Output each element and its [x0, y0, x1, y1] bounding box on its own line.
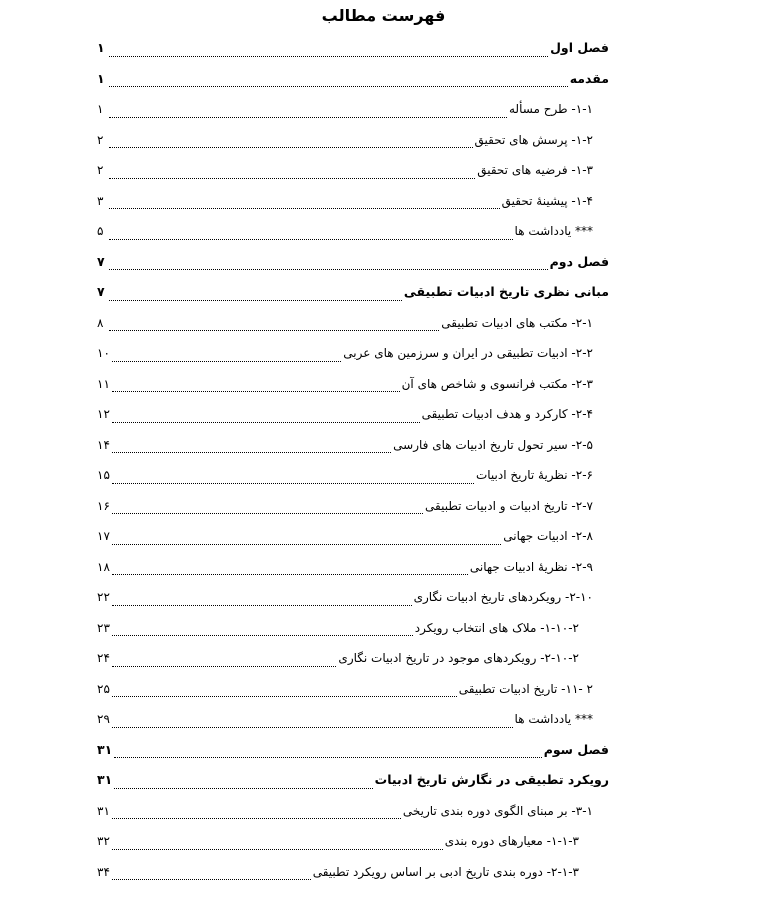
toc-entry[interactable]: [97, 735, 609, 766]
toc-entry[interactable]: [97, 430, 609, 461]
toc-entry[interactable]: [97, 64, 609, 95]
toc-page-number: ۳۱: [97, 772, 113, 787]
toc-entry[interactable]: [97, 582, 609, 613]
toc-entry[interactable]: [97, 674, 609, 705]
toc-entry-label: ۲-۱۰-۲- رویکردهای موجود در تاریخ ادبیات نگاری: [338, 651, 579, 665]
dot-leader: [112, 410, 420, 423]
toc-page-number: ۱: [97, 40, 105, 55]
toc-entry-label: ۲-۸- ادبیات جهانی: [503, 529, 593, 543]
dot-leader: [109, 44, 548, 57]
toc-entry[interactable]: [97, 613, 609, 644]
toc-entry-label: مقدمه: [569, 70, 609, 86]
toc-entry[interactable]: [97, 338, 609, 369]
dot-leader: [109, 257, 548, 270]
toc-entry-label: *** یادداشت ها: [514, 224, 593, 238]
toc-entry-label: ۲-۹- نظریهٔ ادبیات جهانی: [469, 559, 593, 574]
toc-entry-label: ۲-۷- تاریخ ادبیات و ادبیات تطبیقی: [425, 498, 593, 513]
toc-entry[interactable]: [97, 460, 609, 491]
dot-leader: [112, 654, 337, 667]
toc-entry[interactable]: [97, 94, 609, 125]
dot-leader: [112, 684, 457, 697]
toc-entry[interactable]: [97, 247, 609, 278]
dot-leader: [112, 623, 413, 636]
toc-entry[interactable]: [97, 399, 609, 430]
toc-entry[interactable]: [97, 826, 609, 857]
dot-leader: [112, 501, 423, 514]
toc-entry-label: ۲-۱- مکتب های ادبیات تطبیقی: [441, 315, 593, 330]
toc-entry-label: ۲ -۱۱- تاریخ ادبیات تطبیقی: [458, 681, 593, 696]
toc-page-number: ۱۴: [97, 437, 110, 452]
toc-entry[interactable]: [97, 277, 609, 308]
dot-leader: [112, 440, 391, 453]
toc-page-number: ۳۴: [97, 864, 110, 879]
toc-entry-label: ۲-۴- کارکرد و هدف ادبیات تطبیقی: [421, 407, 593, 421]
toc-entry-label: ۲-۲- ادبیات تطبیقی در ایران و سرزمین های عربی: [343, 346, 593, 360]
toc-entry[interactable]: [97, 33, 609, 64]
toc-entry-label: ۱-۱-۳- معیارهای دوره بندی: [444, 834, 579, 848]
toc-entry-label: ۲-۱-۳- دوره بندی تاریخ ادبی بر اساس رویکرد تطبیقی: [312, 864, 579, 879]
toc-entry[interactable]: [97, 186, 609, 217]
toc-entry-label: ۱-۲- پرسش های تحقیق: [474, 132, 593, 147]
toc-entry-label: رویکرد تطبیقی در نگارش تاریخ ادبیات: [374, 772, 609, 787]
toc-entry[interactable]: [97, 765, 609, 796]
toc-entry-label: ۲-۶- نظریهٔ تاریخ ادبیات: [475, 468, 593, 482]
toc-page-number: ۱۵: [97, 468, 110, 482]
toc-entry-label: فصل سوم: [543, 741, 609, 757]
toc-entry[interactable]: [97, 552, 609, 583]
toc-entry[interactable]: [97, 796, 609, 827]
toc-page-number: ۱۶: [97, 498, 110, 513]
dot-leader: [109, 166, 475, 179]
dot-leader: [109, 135, 473, 148]
toc-page-number: ۱۱: [97, 376, 110, 391]
toc-entry[interactable]: [97, 216, 609, 247]
toc-page-number: ۳۱: [97, 741, 113, 757]
dot-leader: [114, 745, 541, 758]
toc-page-number: ۲۲: [97, 590, 110, 604]
toc-page-number: ۲۴: [97, 651, 110, 665]
toc-entry-label: فصل دوم: [549, 253, 609, 269]
dot-leader: [112, 562, 468, 575]
toc-page-number: ۷: [97, 253, 105, 269]
dot-leader: [112, 837, 443, 850]
dot-leader: [112, 593, 412, 606]
toc-entry-label: ۲-۳- مکتب فرانسوی و شاخص های آن: [401, 376, 593, 391]
toc-page-number: ۱۲: [97, 407, 110, 421]
dot-leader: [112, 349, 341, 362]
toc-page-number: ۳۲: [97, 834, 110, 848]
toc-page-number: ۷: [97, 284, 105, 299]
dot-leader: [112, 867, 311, 880]
toc-entry-label: ۱-۳- فرضیه های تحقیق: [477, 163, 593, 177]
dot-leader: [109, 196, 500, 209]
toc-entry[interactable]: [97, 857, 609, 888]
toc-page-number: ۱۷: [97, 529, 110, 543]
toc-page-number: ۸: [97, 315, 104, 330]
toc-page-number: ۳۱: [97, 803, 110, 818]
toc-entry-label: ۱-۱۰-۲- ملاک های انتخاب رویکرد: [414, 620, 579, 635]
page-title: فهرست مطالب: [321, 6, 446, 25]
dot-leader: [109, 288, 402, 301]
toc-page-number: ۵: [97, 224, 104, 238]
dot-leader: [109, 318, 439, 331]
toc-entry[interactable]: [97, 369, 609, 400]
dot-leader: [109, 227, 513, 240]
toc-page-number: ۲۳: [97, 620, 110, 635]
dot-leader: [109, 105, 507, 118]
toc-entry[interactable]: [97, 521, 609, 552]
dot-leader: [112, 532, 501, 545]
toc-entry-label: ۱-۱- طرح مسأله: [509, 102, 593, 116]
toc-entry-label: مبانی نظری تاریخ ادبیات تطبیقی: [403, 284, 609, 299]
dot-leader: [112, 715, 513, 728]
toc-entry[interactable]: [97, 704, 609, 735]
toc-page-number: ۱: [97, 102, 104, 116]
toc-entry-label: ۲-۱۰- رویکردهای تاریخ ادبیات نگاری: [413, 590, 593, 604]
toc-page-number: ۲۵: [97, 681, 110, 696]
toc-page-number: ۱۰: [97, 346, 110, 360]
toc-entry-label: *** یادداشت ها: [514, 712, 593, 726]
dot-leader: [109, 74, 568, 87]
toc-entry[interactable]: [97, 125, 609, 156]
dot-leader: [112, 471, 474, 484]
toc-entry-label: ۳-۱- بر مبنای الگوی دوره بندی تاریخی: [402, 803, 593, 818]
toc-page-number: ۲۹: [97, 712, 110, 726]
dot-leader: [112, 806, 401, 819]
table-of-contents: [97, 33, 609, 887]
toc-entry[interactable]: [97, 155, 609, 186]
dot-leader: [112, 379, 400, 392]
toc-entry-label: فصل اول: [550, 40, 609, 55]
toc-page-number: ۲: [97, 163, 104, 177]
toc-entry-label: ۱-۴- پیشینهٔ تحقیق: [501, 193, 593, 208]
toc-page-number: ۲: [97, 132, 104, 147]
toc-entry-label: ۲-۵- سیر تحول تاریخ ادبیات های فارسی: [393, 437, 593, 452]
toc-entry[interactable]: [97, 491, 609, 522]
dot-leader: [114, 776, 372, 789]
toc-page-number: ۱۸: [97, 559, 110, 574]
toc-entry[interactable]: [97, 308, 609, 339]
toc-page-number: ۳: [97, 193, 104, 208]
toc-entry[interactable]: [97, 643, 609, 674]
toc-page-number: ۱: [97, 70, 105, 86]
